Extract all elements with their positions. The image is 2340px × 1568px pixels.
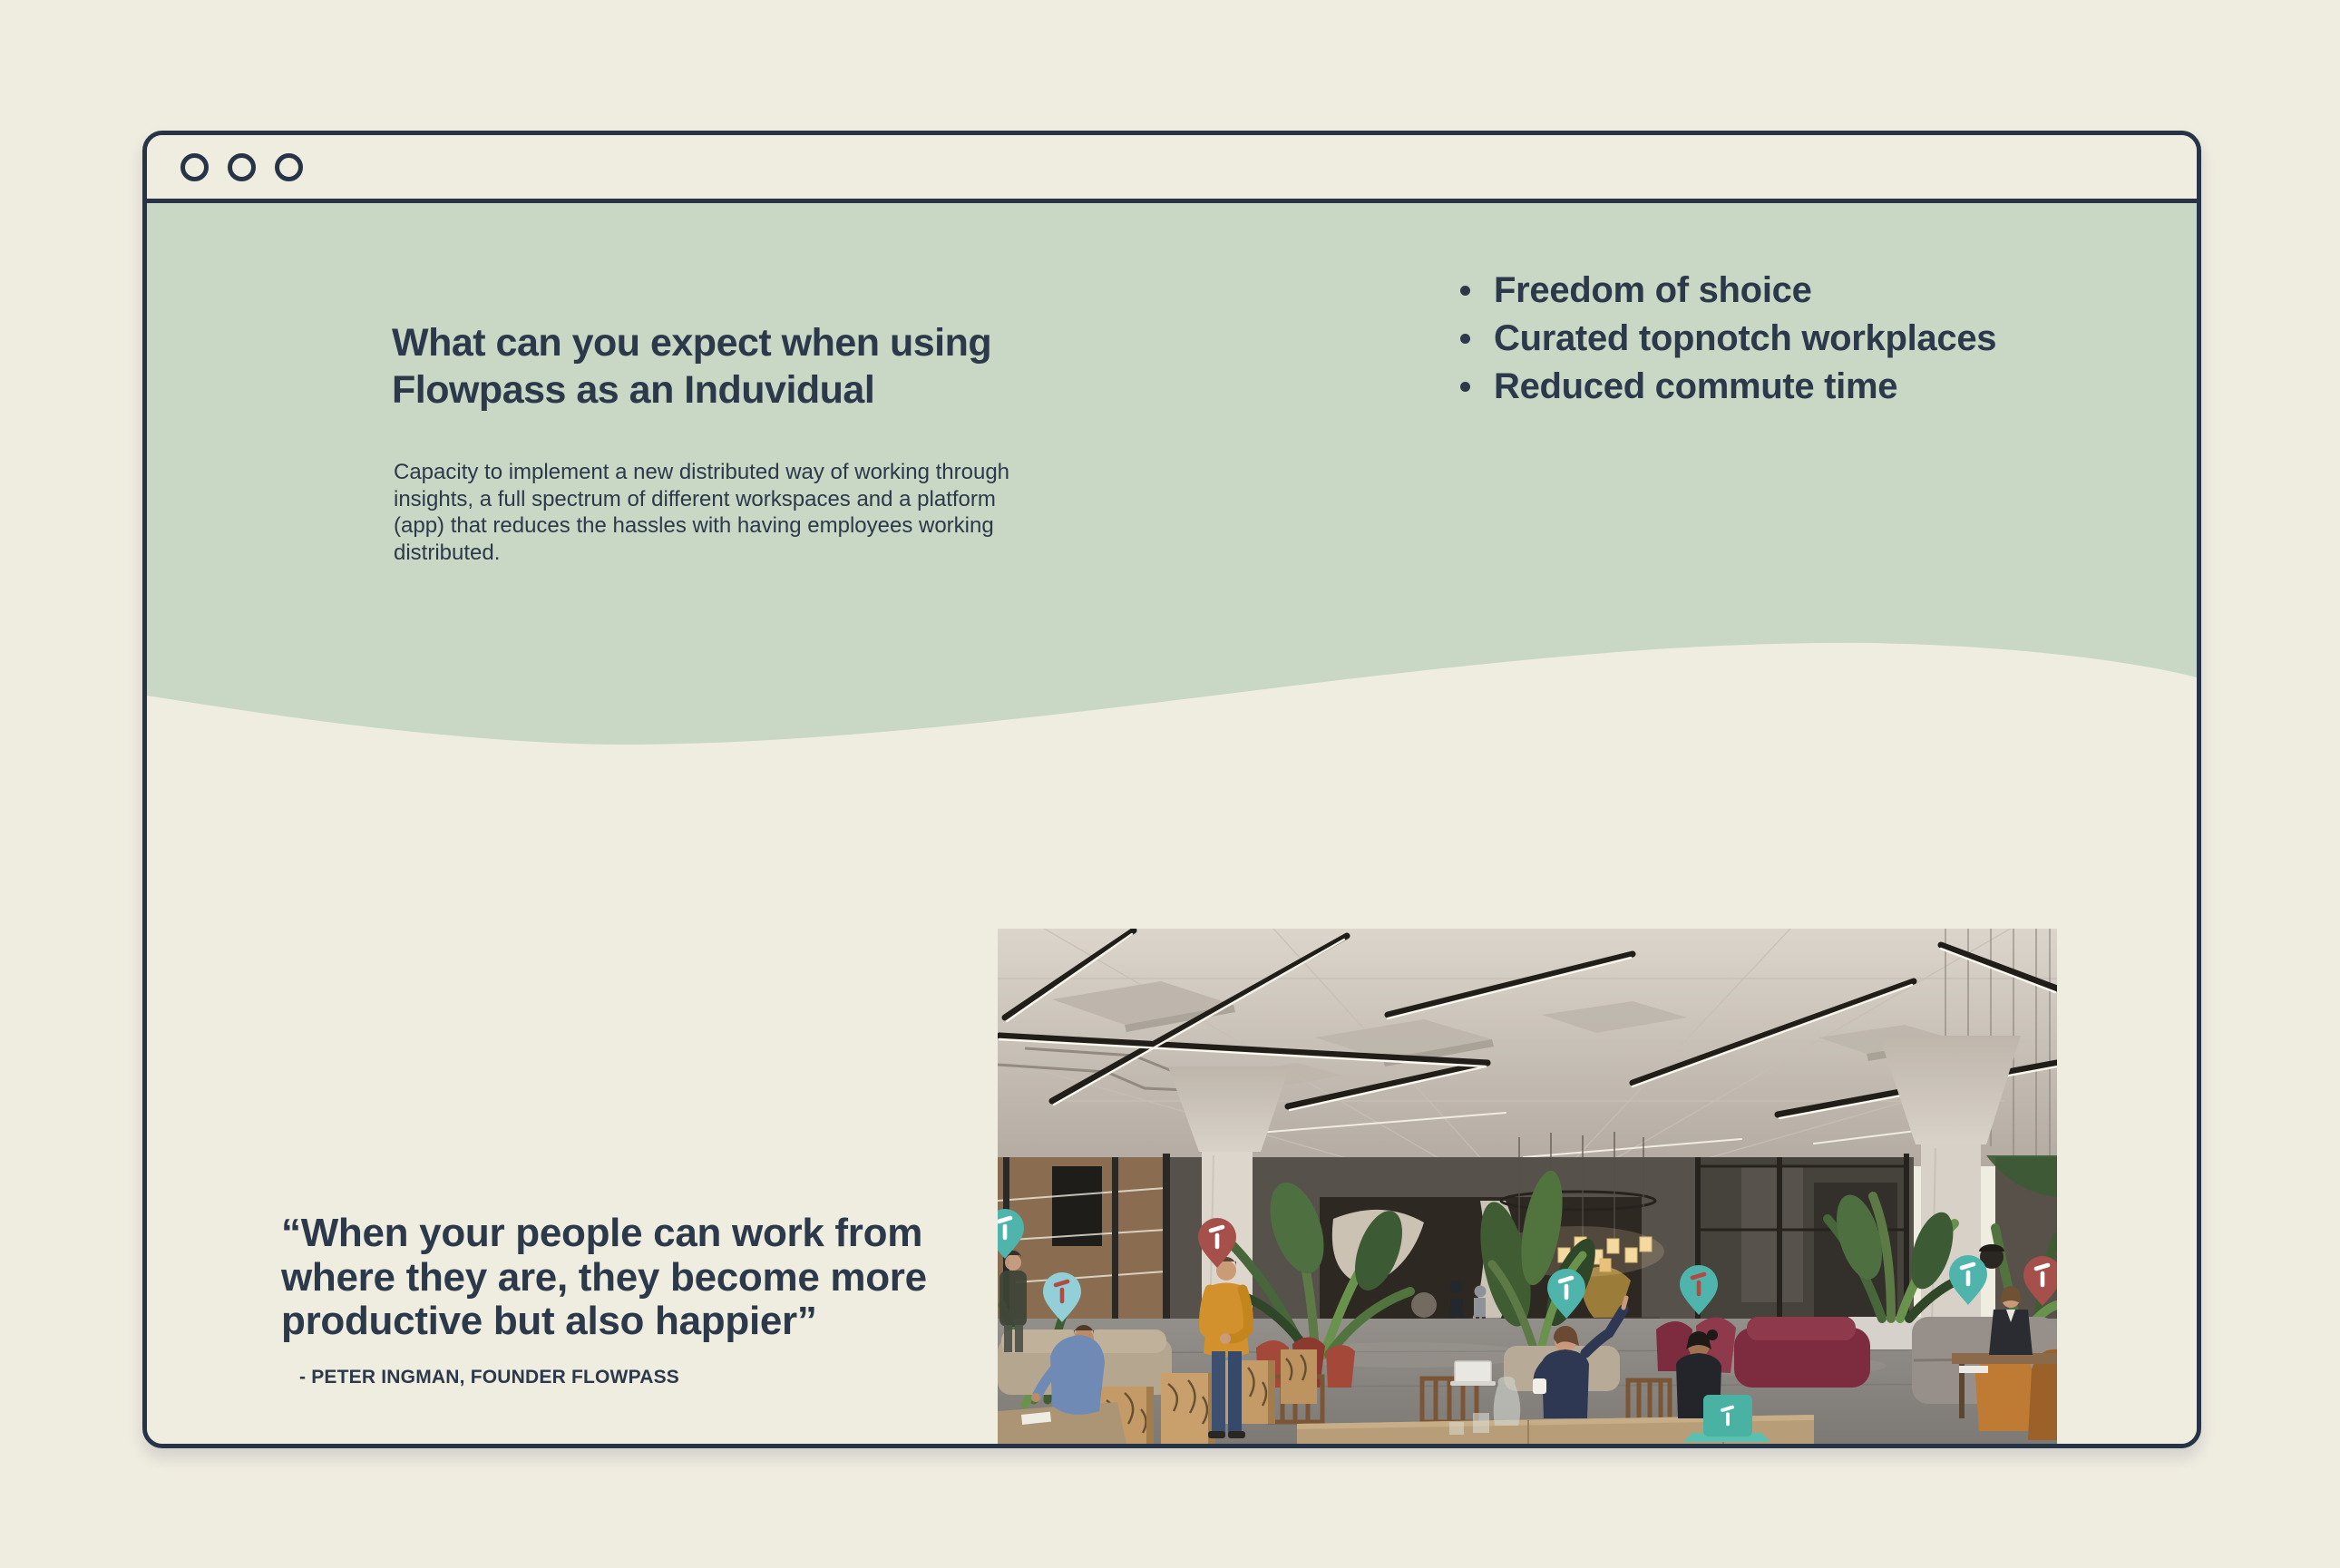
- office-photo: [998, 929, 2057, 1444]
- bullet-label: Reduced commute time: [1494, 366, 1898, 406]
- window-control-icon[interactable]: [180, 153, 209, 181]
- page-title-line-2: Flowpass as an Induvidual: [392, 368, 875, 412]
- browser-content: [147, 203, 2197, 1444]
- quote-line-3: productive but also happier”: [281, 1299, 817, 1343]
- window-control-icon[interactable]: [228, 153, 256, 181]
- bullet-label: Curated topnotch workplaces: [1494, 318, 1997, 358]
- page-title: [392, 319, 991, 414]
- quote-line-1: “When your people can work from: [281, 1211, 923, 1255]
- white-laptop: [1450, 1361, 1496, 1386]
- list-item: [1460, 363, 1996, 411]
- list-item: [1460, 267, 1996, 315]
- quote-attribution: - PETER INGMAN, FOUNDER FLOWPASS: [299, 1367, 680, 1388]
- page-title-line-1: What can you expect when using: [392, 321, 992, 365]
- testimonial-quote: [281, 1212, 927, 1344]
- hero-paragraph: Capacity to implement a new distributed way of working through insights, a full spectrum of different workspaces and a platform (app) that reduces the hassles with having employees working distributed.: [394, 460, 1010, 565]
- benefits-list: [1460, 267, 1996, 411]
- list-item: [1460, 315, 1996, 363]
- bullet-label: Freedom of shoice: [1494, 270, 1812, 310]
- window-control-icon[interactable]: [275, 153, 303, 181]
- quote-line-2: where they are, they become more: [281, 1254, 927, 1300]
- bullet-dot: [1460, 382, 1470, 392]
- browser-window: [142, 131, 2201, 1448]
- bullet-dot: [1460, 286, 1470, 296]
- bullet-dot: [1460, 334, 1470, 344]
- browser-titlebar: [147, 135, 2197, 203]
